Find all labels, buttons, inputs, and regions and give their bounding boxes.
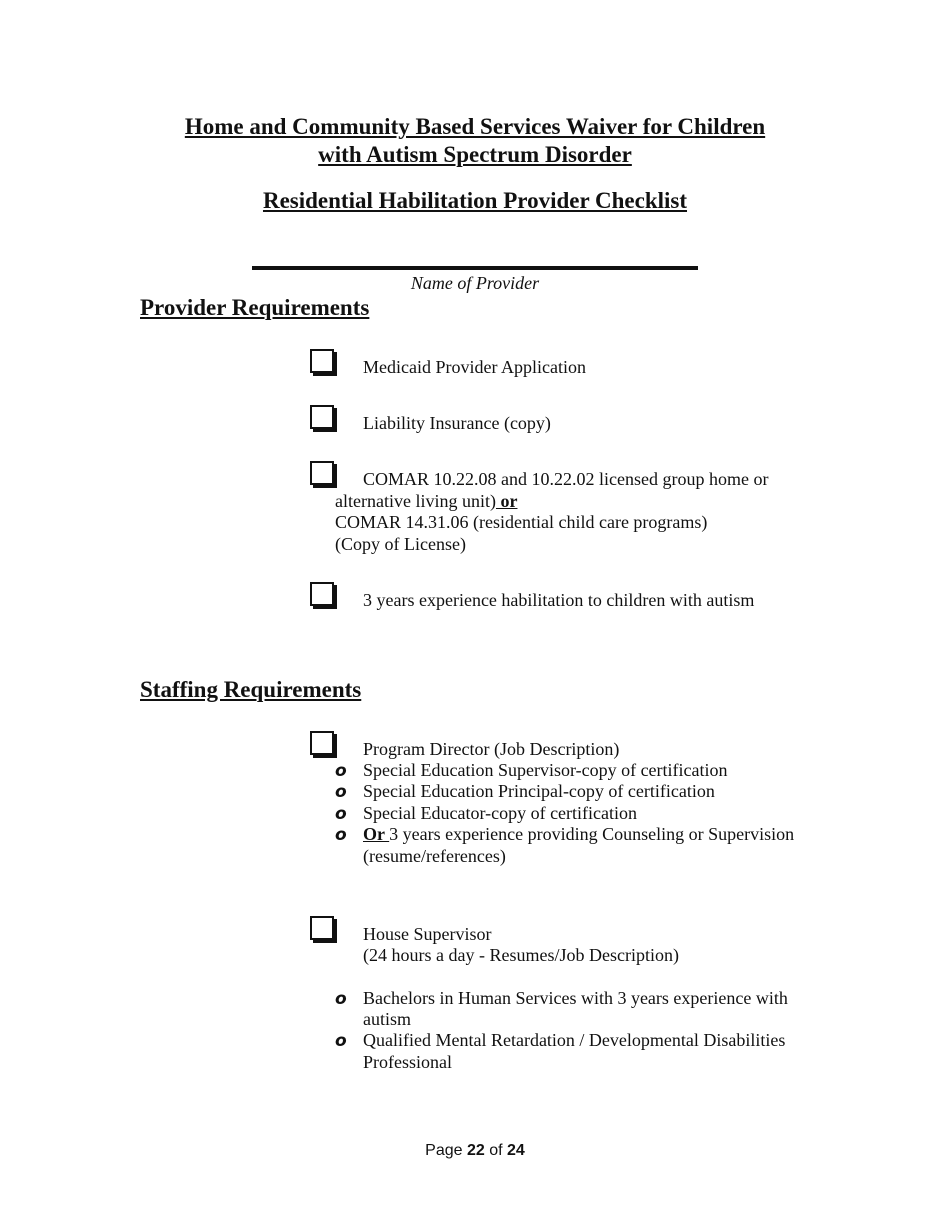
counseling-or-text: Or: [363, 824, 390, 844]
hollow-circle-bullet-icon: o: [335, 825, 347, 845]
hollow-circle-bullet-icon: o: [335, 1031, 347, 1051]
bullet-qmrp-line2: Professional: [363, 1052, 452, 1072]
checklist-item-liability-insurance: Liability Insurance (copy): [363, 413, 551, 433]
page-number: 22: [466, 1142, 485, 1159]
bullet-bachelors-line2: autism: [363, 1009, 411, 1029]
bullet-counseling-experience-line1: [363, 824, 794, 845]
checkbox-icon[interactable]: [310, 461, 334, 485]
bullet-counseling-experience-line2: (resume/references): [363, 846, 506, 866]
document-title-line2: with Autism Spectrum Disorder: [318, 142, 632, 167]
hollow-circle-bullet-icon: o: [335, 761, 347, 781]
checklist-item-comar-line2: [335, 491, 517, 512]
bullet-qmrp-line1: Qualified Mental Retardation / Developmental Disabilities: [363, 1030, 786, 1050]
provider-requirements-heading: Provider Requirements: [140, 295, 370, 320]
provider-name-caption: Name of Provider: [410, 273, 540, 293]
checklist-item-house-supervisor: House Supervisor: [363, 924, 492, 944]
comar-line2-text: alternative living unit): [335, 491, 496, 511]
document-title-line1: Home and Community Based Services Waiver for Children: [184, 114, 766, 139]
checklist-item-comar-line4: (Copy of License): [335, 534, 466, 554]
counseling-experience-text: 3 years experience providing Counseling or Supervision: [389, 824, 795, 844]
page-footer: [0, 1140, 950, 1162]
checkbox-icon[interactable]: [310, 582, 334, 606]
checkbox-icon[interactable]: [310, 349, 334, 373]
provider-name-line[interactable]: [252, 266, 698, 270]
checklist-item-comar-line1: COMAR 10.22.08 and 10.22.02 licensed group home or: [363, 469, 769, 489]
checklist-item-comar-line3: COMAR 14.31.06 (residential child care programs): [335, 512, 708, 532]
checklist-item-medicaid-application: Medicaid Provider Application: [363, 357, 586, 377]
total-pages: 24: [507, 1142, 525, 1159]
checklist-item-experience: 3 years experience habilitation to children with autism: [363, 590, 755, 610]
document-subtitle: Residential Habilitation Provider Checklist: [262, 188, 688, 213]
checkbox-icon[interactable]: [310, 405, 334, 429]
bullet-special-education-supervisor: Special Education Supervisor-copy of certification: [363, 760, 728, 780]
hollow-circle-bullet-icon: o: [335, 782, 347, 802]
page-word: Page: [425, 1142, 463, 1159]
bullet-bachelors-line1: Bachelors in Human Services with 3 years experience with: [363, 988, 788, 1008]
house-supervisor-detail: (24 hours a day - Resumes/Job Description): [363, 945, 679, 965]
checkbox-icon[interactable]: [310, 731, 334, 755]
of-word: of: [489, 1142, 503, 1159]
checklist-item-program-director: Program Director (Job Description): [363, 739, 620, 759]
hollow-circle-bullet-icon: o: [335, 804, 347, 824]
hollow-circle-bullet-icon: o: [335, 989, 347, 1009]
checkbox-icon[interactable]: [310, 916, 334, 940]
bullet-special-education-principal: Special Education Principal-copy of certification: [363, 781, 715, 801]
comar-or-text: or: [495, 491, 518, 511]
bullet-special-educator: Special Educator-copy of certification: [363, 803, 638, 823]
staffing-requirements-heading: Staffing Requirements: [140, 677, 362, 702]
